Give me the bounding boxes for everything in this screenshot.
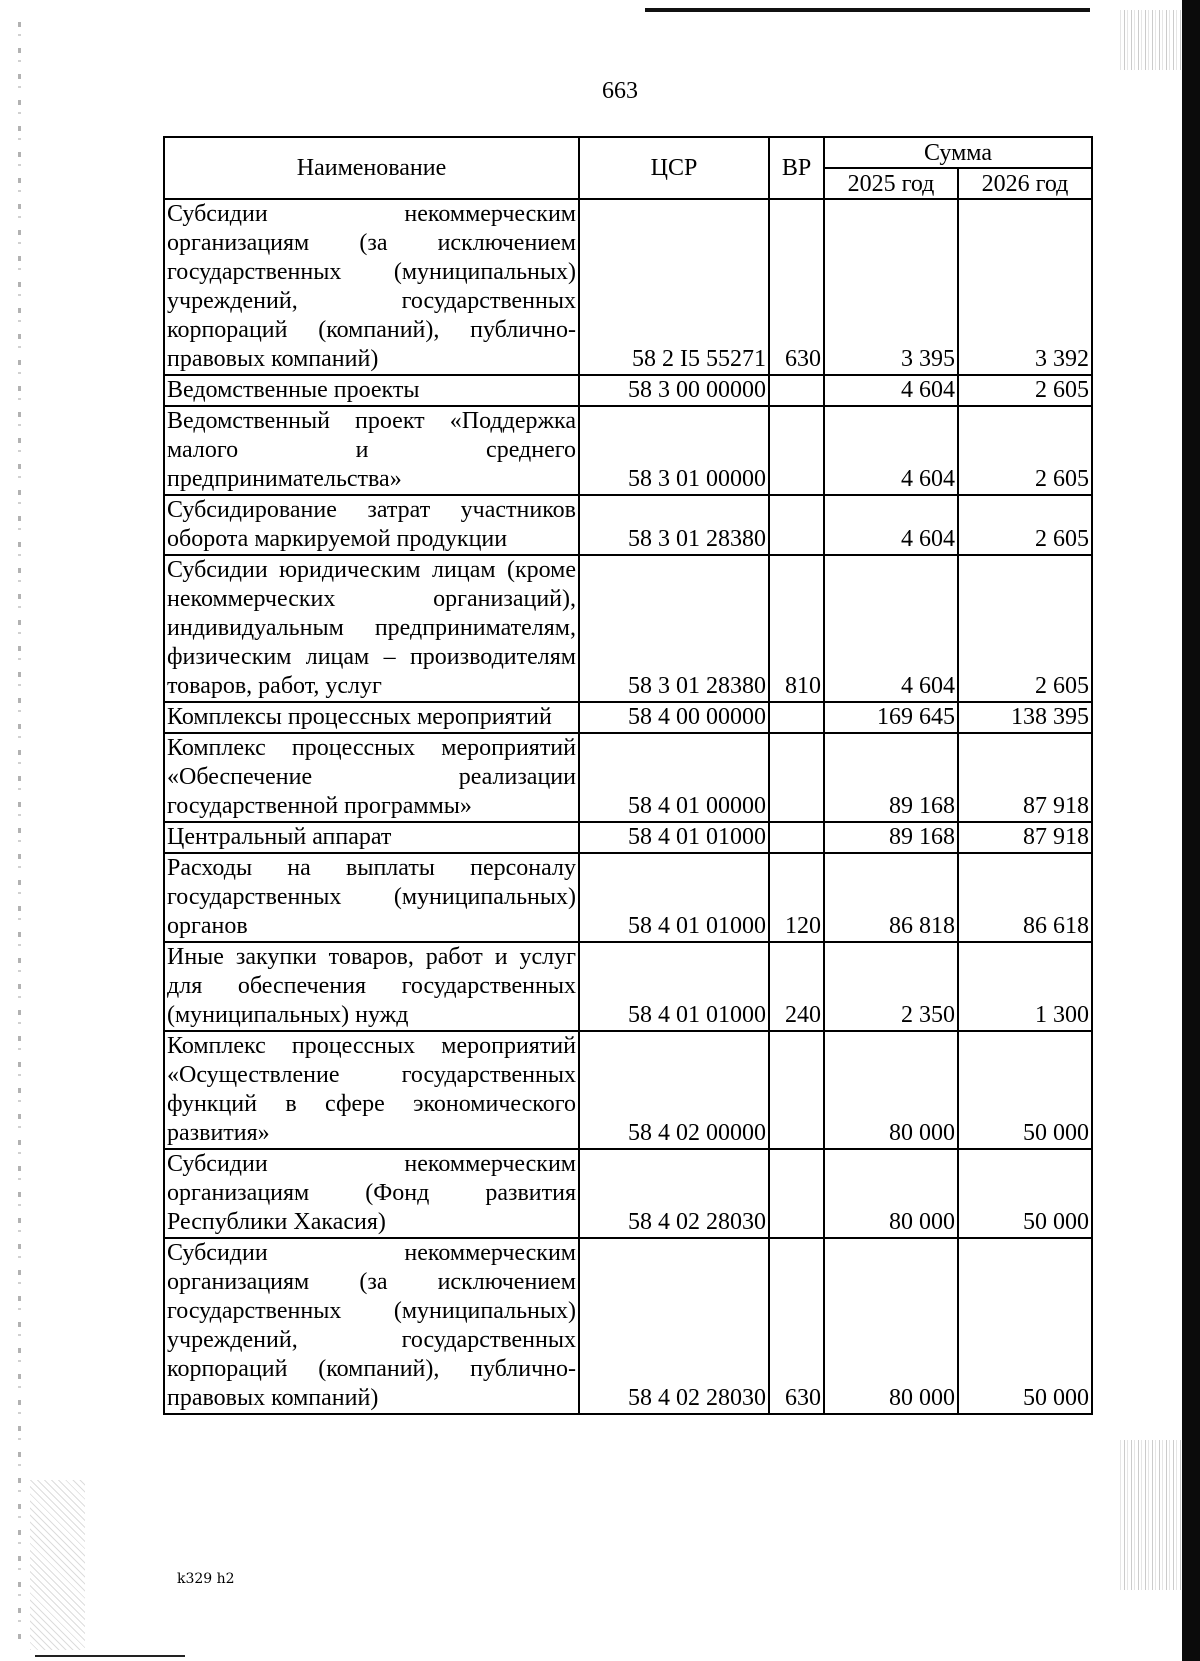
- header-year-2025: 2025 год: [824, 168, 958, 199]
- row-name: Ведомственные проекты: [164, 375, 579, 406]
- scan-bottom-rule: [35, 1655, 185, 1657]
- row-csr: 58 4 01 01000: [579, 942, 769, 1031]
- row-csr: 58 4 02 28030: [579, 1238, 769, 1414]
- row-vr: [769, 1031, 824, 1149]
- scan-noise: [1120, 10, 1182, 70]
- scan-noise: [30, 1480, 85, 1650]
- row-sum-2026: 3 392: [958, 199, 1092, 375]
- table-row: [164, 1238, 1092, 1414]
- row-sum-2026: 2 605: [958, 375, 1092, 406]
- table-row: [164, 1031, 1092, 1149]
- row-csr: 58 4 02 28030: [579, 1149, 769, 1238]
- row-name: Субсидии юридическим лицам (кроме некоммерческих организаций), индивидуальным предпринимателям, физическим лицам – производителям товаров, работ, услуг: [164, 555, 579, 702]
- row-sum-2026: 2 605: [958, 555, 1092, 702]
- row-name: Субсидирование затрат участников оборота маркируемой продукции: [164, 495, 579, 555]
- row-vr: [769, 733, 824, 822]
- header-name: Наименование: [164, 137, 579, 199]
- row-vr: 810: [769, 555, 824, 702]
- header-vr: ВР: [769, 137, 824, 199]
- row-vr: 240: [769, 942, 824, 1031]
- row-name: Комплекс процессных мероприятий «Осуществление государственных функций в сфере экономического развития»: [164, 1031, 579, 1149]
- scan-right-edge: [1182, 0, 1200, 1661]
- row-csr: 58 4 00 00000: [579, 702, 769, 733]
- scan-noise: [1120, 1440, 1182, 1590]
- row-csr: 58 2 I5 55271: [579, 199, 769, 375]
- row-vr: [769, 822, 824, 853]
- header-csr: ЦСР: [579, 137, 769, 199]
- row-sum-2025: 4 604: [824, 555, 958, 702]
- scan-left-edge: [18, 22, 21, 1642]
- table-row: [164, 555, 1092, 702]
- row-vr: [769, 702, 824, 733]
- footer-code: k329 h2: [177, 1571, 235, 1587]
- row-sum-2025: 169 645: [824, 702, 958, 733]
- table-row: [164, 733, 1092, 822]
- row-sum-2026: 138 395: [958, 702, 1092, 733]
- scan-top-rule: [645, 8, 1090, 12]
- row-sum-2025: 4 604: [824, 375, 958, 406]
- row-name: Иные закупки товаров, работ и услуг для обеспечения государственных (муниципальных) нужд: [164, 942, 579, 1031]
- row-name: Субсидии некоммерческим организациям (за исключением государственных (муниципальных) учреждений, государственных корпораций (компаний), публично-правовых компаний): [164, 1238, 579, 1414]
- row-name: Комплекс процессных мероприятий «Обеспечение реализации государственной программы»: [164, 733, 579, 822]
- row-name: Центральный аппарат: [164, 822, 579, 853]
- row-sum-2026: 50 000: [958, 1238, 1092, 1414]
- table-row: [164, 942, 1092, 1031]
- row-csr: 58 4 01 01000: [579, 822, 769, 853]
- table-row: [164, 199, 1092, 375]
- row-vr: [769, 1149, 824, 1238]
- row-sum-2025: 4 604: [824, 495, 958, 555]
- header-year-2026: 2026 год: [958, 168, 1092, 199]
- row-sum-2025: 4 604: [824, 406, 958, 495]
- row-sum-2026: 2 605: [958, 495, 1092, 555]
- row-vr: [769, 406, 824, 495]
- row-name: Расходы на выплаты персоналу государственных (муниципальных) органов: [164, 853, 579, 942]
- row-sum-2025: 80 000: [824, 1149, 958, 1238]
- row-csr: 58 4 01 01000: [579, 853, 769, 942]
- budget-table: [163, 136, 1093, 1415]
- row-csr: 58 3 00 00000: [579, 375, 769, 406]
- row-sum-2025: 80 000: [824, 1031, 958, 1149]
- table-row: [164, 1149, 1092, 1238]
- row-sum-2025: 2 350: [824, 942, 958, 1031]
- row-sum-2026: 87 918: [958, 822, 1092, 853]
- table-row: [164, 375, 1092, 406]
- table-row: [164, 822, 1092, 853]
- row-sum-2025: 3 395: [824, 199, 958, 375]
- page-number: 663: [602, 78, 638, 104]
- table-row: [164, 495, 1092, 555]
- table-row: [164, 853, 1092, 942]
- row-sum-2026: 86 618: [958, 853, 1092, 942]
- row-csr: 58 4 01 00000: [579, 733, 769, 822]
- row-vr: 120: [769, 853, 824, 942]
- row-sum-2025: 89 168: [824, 733, 958, 822]
- row-sum-2026: 2 605: [958, 406, 1092, 495]
- table-row: [164, 702, 1092, 733]
- row-name: Ведомственный проект «Поддержка малого и среднего предпринимательства»: [164, 406, 579, 495]
- row-csr: 58 3 01 00000: [579, 406, 769, 495]
- row-sum-2026: 50 000: [958, 1031, 1092, 1149]
- row-vr: 630: [769, 1238, 824, 1414]
- row-csr: 58 3 01 28380: [579, 495, 769, 555]
- row-sum-2025: 89 168: [824, 822, 958, 853]
- row-name: Комплексы процессных мероприятий: [164, 702, 579, 733]
- row-sum-2025: 80 000: [824, 1238, 958, 1414]
- row-vr: 630: [769, 199, 824, 375]
- row-vr: [769, 495, 824, 555]
- header-sum: Сумма: [824, 137, 1092, 168]
- row-name: Субсидии некоммерческим организациям (за исключением государственных (муниципальных) учреждений, государственных корпораций (компаний), публично-правовых компаний): [164, 199, 579, 375]
- row-vr: [769, 375, 824, 406]
- row-csr: 58 4 02 00000: [579, 1031, 769, 1149]
- row-sum-2026: 50 000: [958, 1149, 1092, 1238]
- table-body: [164, 199, 1092, 1414]
- row-name: Субсидии некоммерческим организациям (Фонд развития Республики Хакасия): [164, 1149, 579, 1238]
- row-sum-2025: 86 818: [824, 853, 958, 942]
- row-sum-2026: 87 918: [958, 733, 1092, 822]
- row-csr: 58 3 01 28380: [579, 555, 769, 702]
- row-sum-2026: 1 300: [958, 942, 1092, 1031]
- table-row: [164, 406, 1092, 495]
